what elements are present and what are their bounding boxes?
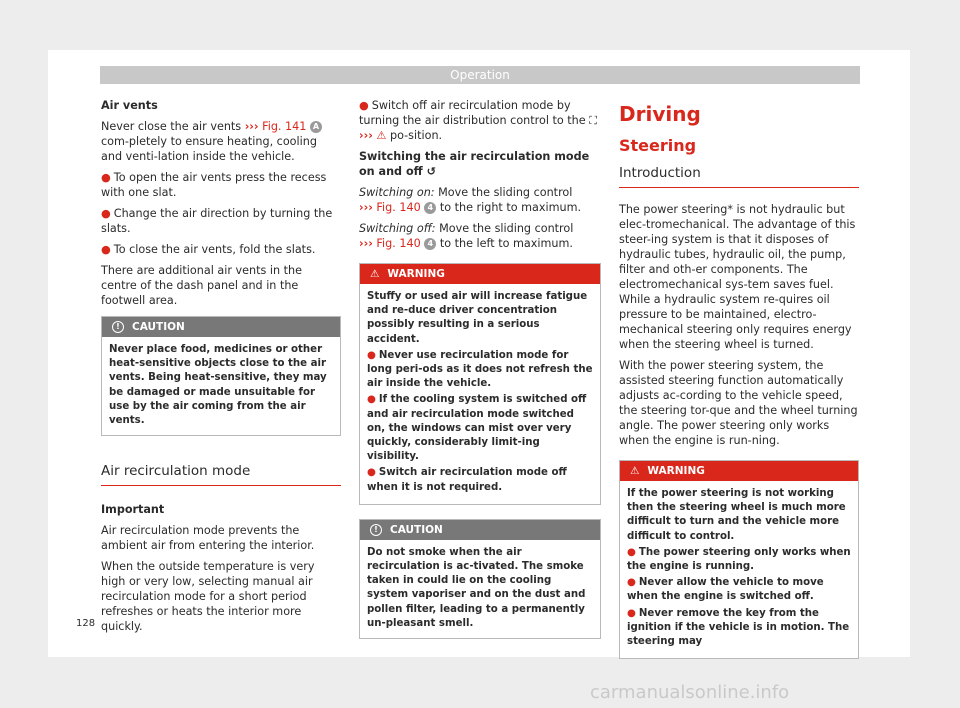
section-title-steering: Steering [619,136,697,155]
bullet-text: To open the air vents press the recess with one slat. [101,171,327,199]
bullet-item [101,242,341,257]
warning-box [619,460,859,659]
warning-box [359,263,601,505]
warning-bullet-text: Never allow the vehicle to move when the engine is switched off. [627,577,824,603]
bullet-text-end: po-sition. [386,129,443,142]
caution-text: Do not smoke when the air recirculation is ac-tivated. The smoke taken in could lie on the cooling system vaporiser and on the dust and pollen filter, leading to a permanently un-pleasant smell. [360,540,600,638]
warning-header [620,461,858,481]
watermark: carmanualsonline.info [590,682,790,703]
caution-label: CAUTION [132,321,185,333]
bullet-icon: ● [367,467,376,479]
paragraph: With the power steering system, the assisted steering function automatically adjusts ac-cording to the vehicle speed, the steering tor-que and the wheel turning angle. The power steering only works when the engine is run-ning. [619,359,858,447]
warning-bullet [627,576,851,604]
warning-lead: If the power steering is not working then the steering wheel is much more difficult to turn and the vehicle more difficult to control. [627,488,846,542]
heading-air-vents: Air vents [101,99,158,112]
subheading-text: Switching the air recirculation mode on and off [359,150,590,178]
intro-text: Never close the air vents [101,120,245,133]
bullet-item [101,170,341,200]
paragraph: The power steering* is not hydraulic but elec-tromechanical. The advantage of this steer-ing system is that it disposes of hydraulic tubes, hydraulic oil, the pump, filter and oth-er components. The electromechanical sys-tem saves fuel. While a hydraulic system re-quires oil pressure to be maintained, electro-mechanical steering only requires energy when the steering wheel is turned. [619,203,856,351]
subheading [359,149,601,179]
fig-link[interactable]: Fig. 140 [376,237,421,250]
warning-header [360,264,600,284]
air-distribution-icon: ⛶ [589,114,598,127]
section-title-recirculation: Air recirculation mode [101,464,341,486]
subsection-title-introduction: Introduction [619,166,859,188]
arrows-icon: ››› [359,237,373,250]
recirculation-icon: ↺ [426,165,436,178]
warning-bullet-text: If the cooling system is switched off and air recirculation mode switched on, the windows can mist over very quickly, considerably limit-ing visibility. [367,394,587,463]
intro-paragraph [101,119,341,164]
caution-header [360,520,600,540]
intro-text-end: com-pletely to ensure heating, cooling and venti-lation inside the vehicle. [101,135,317,163]
warning-bullet-text: Switch air recirculation mode off when it is not required. [367,467,567,493]
bullet-icon: ● [627,546,636,558]
chapter-title: Driving [619,102,701,126]
bullet-icon: ● [101,171,111,184]
warning-bullet [627,546,851,574]
bullet-icon: ● [627,607,636,619]
caution-box [101,316,341,436]
warning-bullet-text: Never use recirculation mode for long peri-ods as it does not refresh the air inside the vehicle. [367,349,593,390]
warning-bullet [367,466,593,494]
switch-off-paragraph [359,221,601,251]
warning-triangle-icon: ⚠ [370,268,380,280]
switch-on-label: Switching on: [359,186,435,199]
warning-body [360,284,600,504]
column-2 [359,98,601,639]
bullet-text: Switch off air recirculation mode by turning the air distribution control to the [359,99,590,127]
column-3 [619,98,859,659]
paragraph: Air recirculation mode prevents the ambient air from entering the interior. [101,524,315,553]
bullet-icon: ● [367,394,376,406]
bullet-item [359,98,601,143]
bullet-icon: ● [627,577,636,589]
warning-triangle-icon: ⚠ [630,465,640,477]
switch-off-text: Move the sliding control [435,222,574,235]
bullet-item [101,206,341,236]
warning-bullet-text: The power steering only works when the engine is running. [627,546,851,573]
bullet-text: To close the air vents, fold the slats. [113,243,316,256]
arrows-icon: ››› [359,129,373,142]
arrows-icon: ››› [244,120,259,133]
warning-bullet [627,607,851,650]
caution-box [359,519,601,639]
page-number: 128 [76,618,96,629]
switch-on-text: Move the sliding control [434,186,573,199]
warning-lead: Stuffy or used air will increase fatigue and re-duce driver concentration possibly resulting in a serious accident. [367,291,588,345]
switch-off-end: to the left to maximum. [436,237,573,250]
bullet-text: Change the air direction by turning the slats. [101,207,333,235]
bullet-icon: ● [101,207,111,220]
fig-link[interactable]: Fig. 141 [258,120,310,133]
bullet-icon: ● [101,243,111,256]
caution-icon: ! [112,321,124,333]
warning-label: WARNING [387,268,445,280]
fig-link[interactable]: Fig. 140 [376,201,421,214]
switch-on-paragraph [359,185,601,215]
warning-bullet [367,349,593,392]
caution-text: Never place food, medicines or other heat-sensitive objects close to the air vents. Being heat-sensitive, they may be damaged or made unsuitable for use by the air coming from the air vents. [102,337,340,435]
caution-label: CAUTION [390,523,443,536]
paragraph: When the outside temperature is very high or very low, selecting manual air recirculation mode for a short period refreshes or heats the interior more quickly. [101,560,315,634]
important-label: Important [101,503,165,517]
caution-header [102,317,340,337]
warning-bullet [367,393,593,464]
arrows-icon: ››› [359,201,373,214]
callout-badge: 4 [424,202,436,214]
bullet-icon: ● [367,349,376,361]
warning-body [620,481,858,658]
warning-bullet-text: Never remove the key from the ignition if the vehicle is in motion. The steering may [627,607,850,648]
paragraph: There are additional air vents in the centre of the dash panel and in the footwell area. [101,264,302,307]
callout-badge: 4 [424,238,436,250]
callout-badge: A [310,121,322,133]
section-header: Operation [100,66,860,84]
switch-on-end: to the right to maximum. [436,201,582,214]
column-1 [101,98,341,640]
switch-off-label: Switching off: [359,222,436,235]
caution-icon: ! [370,524,382,536]
warning-label: WARNING [647,465,705,477]
warning-triangle-icon: ⚠ [376,129,387,142]
bullet-icon: ● [359,99,369,112]
